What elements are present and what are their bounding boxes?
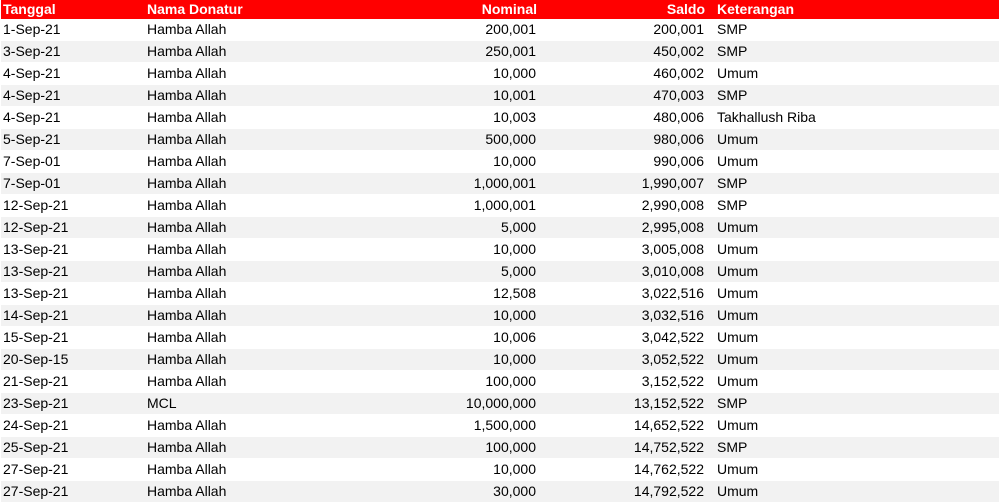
cell-saldo[interactable]: 460,002 bbox=[539, 63, 707, 85]
table-row[interactable] bbox=[1, 415, 999, 437]
table-row[interactable] bbox=[1, 107, 999, 129]
cell-tanggal[interactable]: 4-Sep-21 bbox=[1, 85, 144, 107]
cell-tanggal[interactable]: 12-Sep-21 bbox=[1, 217, 144, 239]
cell-tanggal[interactable]: 13-Sep-21 bbox=[1, 239, 144, 261]
cell-tanggal[interactable]: 12-Sep-21 bbox=[1, 195, 144, 217]
cell-keterangan[interactable]: Umum bbox=[707, 459, 999, 481]
cell-saldo[interactable]: 14,652,522 bbox=[539, 415, 707, 437]
cell-nominal[interactable]: 250,001 bbox=[404, 41, 539, 63]
cell-keterangan[interactable]: SMP bbox=[707, 173, 999, 195]
cell-nama-donatur[interactable]: Hamba Allah bbox=[144, 415, 404, 437]
cell-keterangan[interactable]: Umum bbox=[707, 217, 999, 239]
header-keterangan[interactable]: Keterangan bbox=[717, 1, 795, 17]
cell-nominal[interactable]: 10,000 bbox=[404, 151, 539, 173]
table-row[interactable] bbox=[1, 327, 999, 349]
table-row[interactable] bbox=[1, 459, 999, 481]
cell-nominal[interactable]: 100,000 bbox=[404, 371, 539, 393]
cell-tanggal[interactable]: 23-Sep-21 bbox=[1, 393, 144, 415]
cell-nama-donatur[interactable]: Hamba Allah bbox=[144, 173, 404, 195]
cell-tanggal[interactable]: 27-Sep-21 bbox=[1, 459, 144, 481]
cell-nominal[interactable]: 10,000,000 bbox=[404, 393, 539, 415]
cell-saldo[interactable]: 470,003 bbox=[539, 85, 707, 107]
cell-nama-donatur[interactable]: Hamba Allah bbox=[144, 305, 404, 327]
cell-tanggal[interactable]: 13-Sep-21 bbox=[1, 283, 144, 305]
cell-saldo[interactable]: 480,006 bbox=[539, 107, 707, 129]
cell-saldo[interactable]: 14,792,522 bbox=[539, 481, 707, 503]
header-nominal[interactable]: Nominal bbox=[481, 1, 537, 17]
cell-nominal[interactable]: 5,000 bbox=[404, 217, 539, 239]
cell-tanggal[interactable]: 15-Sep-21 bbox=[1, 327, 144, 349]
cell-tanggal[interactable]: 5-Sep-21 bbox=[1, 129, 144, 151]
cell-nominal[interactable]: 10,003 bbox=[404, 107, 539, 129]
cell-keterangan[interactable]: Umum bbox=[707, 371, 999, 393]
cell-saldo[interactable]: 3,042,522 bbox=[539, 327, 707, 349]
table-row[interactable] bbox=[1, 151, 999, 173]
cell-nama-donatur[interactable]: Hamba Allah bbox=[144, 151, 404, 173]
table-row[interactable] bbox=[1, 41, 999, 63]
cell-keterangan[interactable]: SMP bbox=[707, 437, 999, 459]
cell-nama-donatur[interactable]: Hamba Allah bbox=[144, 481, 404, 503]
cell-saldo[interactable]: 13,152,522 bbox=[539, 393, 707, 415]
cell-nama-donatur[interactable]: MCL bbox=[144, 393, 404, 415]
table-row[interactable] bbox=[1, 371, 999, 393]
cell-nominal[interactable]: 200,001 bbox=[404, 19, 539, 41]
cell-nama-donatur[interactable]: Hamba Allah bbox=[144, 41, 404, 63]
cell-nama-donatur[interactable]: Hamba Allah bbox=[144, 85, 404, 107]
table-row[interactable] bbox=[1, 349, 999, 371]
table-row[interactable] bbox=[1, 63, 999, 85]
donation-table bbox=[1, 0, 999, 503]
cell-saldo[interactable]: 14,762,522 bbox=[539, 459, 707, 481]
header-row bbox=[1, 0, 999, 19]
cell-keterangan[interactable]: SMP bbox=[707, 85, 999, 107]
cell-nama-donatur[interactable]: Hamba Allah bbox=[144, 371, 404, 393]
table-row[interactable] bbox=[1, 217, 999, 239]
cell-keterangan[interactable]: Umum bbox=[707, 349, 999, 371]
cell-keterangan[interactable]: Umum bbox=[707, 481, 999, 503]
cell-saldo[interactable]: 2,990,008 bbox=[539, 195, 707, 217]
cell-keterangan[interactable]: Umum bbox=[707, 63, 999, 85]
cell-nominal[interactable]: 10,000 bbox=[404, 239, 539, 261]
cell-saldo[interactable]: 990,006 bbox=[539, 151, 707, 173]
cell-keterangan[interactable]: Umum bbox=[707, 305, 999, 327]
cell-saldo[interactable]: 3,052,522 bbox=[539, 349, 707, 371]
cell-keterangan[interactable]: Takhallush Riba bbox=[707, 107, 999, 129]
table-row[interactable] bbox=[1, 283, 999, 305]
cell-keterangan[interactable]: SMP bbox=[707, 393, 999, 415]
table-row[interactable] bbox=[1, 437, 999, 459]
table-row[interactable] bbox=[1, 85, 999, 107]
cell-tanggal[interactable]: 14-Sep-21 bbox=[1, 305, 144, 327]
header-tanggal[interactable]: Tanggal bbox=[3, 1, 56, 17]
cell-saldo[interactable]: 2,995,008 bbox=[539, 217, 707, 239]
cell-tanggal[interactable]: 25-Sep-21 bbox=[1, 437, 144, 459]
cell-nominal[interactable]: 500,000 bbox=[404, 129, 539, 151]
cell-keterangan[interactable]: SMP bbox=[707, 195, 999, 217]
cell-nama-donatur[interactable]: Hamba Allah bbox=[144, 19, 404, 41]
table-row[interactable] bbox=[1, 19, 999, 41]
cell-keterangan[interactable]: Umum bbox=[707, 415, 999, 437]
cell-nominal[interactable]: 100,000 bbox=[404, 437, 539, 459]
cell-nominal[interactable]: 1,500,000 bbox=[404, 415, 539, 437]
table-row[interactable] bbox=[1, 129, 999, 151]
cell-nama-donatur[interactable]: Hamba Allah bbox=[144, 283, 404, 305]
cell-nama-donatur[interactable]: Hamba Allah bbox=[144, 195, 404, 217]
cell-nama-donatur[interactable]: Hamba Allah bbox=[144, 349, 404, 371]
cell-saldo[interactable]: 1,990,007 bbox=[539, 173, 707, 195]
cell-nominal[interactable]: 5,000 bbox=[404, 261, 539, 283]
table-row[interactable] bbox=[1, 481, 999, 503]
table-row[interactable] bbox=[1, 393, 999, 415]
cell-nominal[interactable]: 10,000 bbox=[404, 63, 539, 85]
cell-nama-donatur[interactable]: Hamba Allah bbox=[144, 217, 404, 239]
cell-nominal[interactable]: 10,000 bbox=[404, 459, 539, 481]
cell-saldo[interactable]: 450,002 bbox=[539, 41, 707, 63]
cell-nominal[interactable]: 1,000,001 bbox=[404, 173, 539, 195]
cell-keterangan[interactable]: Umum bbox=[707, 151, 999, 173]
cell-tanggal[interactable]: 1-Sep-21 bbox=[1, 19, 144, 41]
cell-tanggal[interactable]: 20-Sep-15 bbox=[1, 349, 144, 371]
cell-tanggal[interactable]: 4-Sep-21 bbox=[1, 63, 144, 85]
cell-nama-donatur[interactable]: Hamba Allah bbox=[144, 63, 404, 85]
cell-nominal[interactable]: 12,508 bbox=[404, 283, 539, 305]
cell-keterangan[interactable]: Umum bbox=[707, 327, 999, 349]
table-body bbox=[1, 19, 999, 503]
cell-keterangan[interactable]: Umum bbox=[707, 283, 999, 305]
table-row[interactable] bbox=[1, 305, 999, 327]
cell-nominal[interactable]: 10,006 bbox=[404, 327, 539, 349]
cell-saldo[interactable]: 3,032,516 bbox=[539, 305, 707, 327]
cell-tanggal[interactable]: 27-Sep-21 bbox=[1, 481, 144, 503]
cell-nominal[interactable]: 10,000 bbox=[404, 349, 539, 371]
cell-keterangan[interactable]: Umum bbox=[707, 239, 999, 261]
cell-nama-donatur[interactable]: Hamba Allah bbox=[144, 437, 404, 459]
cell-tanggal[interactable]: 7-Sep-01 bbox=[1, 173, 144, 195]
cell-saldo[interactable]: 3,022,516 bbox=[539, 283, 707, 305]
cell-saldo[interactable]: 200,001 bbox=[539, 19, 707, 41]
cell-saldo[interactable]: 980,006 bbox=[539, 129, 707, 151]
cell-keterangan[interactable]: Umum bbox=[707, 261, 999, 283]
cell-keterangan[interactable]: SMP bbox=[707, 41, 999, 63]
table-header bbox=[1, 0, 999, 19]
cell-keterangan[interactable]: SMP bbox=[707, 19, 999, 41]
cell-keterangan[interactable]: Umum bbox=[707, 129, 999, 151]
cell-nominal[interactable]: 30,000 bbox=[404, 481, 539, 503]
cell-tanggal[interactable]: 7-Sep-01 bbox=[1, 151, 144, 173]
cell-tanggal[interactable]: 13-Sep-21 bbox=[1, 261, 144, 283]
cell-nama-donatur[interactable]: Hamba Allah bbox=[144, 459, 404, 481]
cell-nama-donatur[interactable]: Hamba Allah bbox=[144, 239, 404, 261]
cell-nama-donatur[interactable]: Hamba Allah bbox=[144, 261, 404, 283]
cell-saldo[interactable]: 14,752,522 bbox=[539, 437, 707, 459]
cell-nominal[interactable]: 10,000 bbox=[404, 305, 539, 327]
cell-saldo[interactable]: 3,005,008 bbox=[539, 239, 707, 261]
header-nama-donatur[interactable]: Nama Donatur bbox=[147, 1, 243, 17]
cell-nominal[interactable]: 1,000,001 bbox=[404, 195, 539, 217]
cell-tanggal[interactable]: 24-Sep-21 bbox=[1, 415, 144, 437]
cell-tanggal[interactable]: 4-Sep-21 bbox=[1, 107, 144, 129]
cell-saldo[interactable]: 3,152,522 bbox=[539, 371, 707, 393]
table-row[interactable] bbox=[1, 239, 999, 261]
cell-tanggal[interactable]: 3-Sep-21 bbox=[1, 41, 144, 63]
header-saldo[interactable]: Saldo bbox=[666, 1, 705, 17]
cell-nama-donatur[interactable]: Hamba Allah bbox=[144, 327, 404, 349]
table-row[interactable] bbox=[1, 173, 999, 195]
cell-tanggal[interactable]: 21-Sep-21 bbox=[1, 371, 144, 393]
table-row[interactable] bbox=[1, 261, 999, 283]
table-row[interactable] bbox=[1, 195, 999, 217]
cell-nama-donatur[interactable]: Hamba Allah bbox=[144, 107, 404, 129]
cell-nama-donatur[interactable]: Hamba Allah bbox=[144, 129, 404, 151]
cell-saldo[interactable]: 3,010,008 bbox=[539, 261, 707, 283]
cell-nominal[interactable]: 10,001 bbox=[404, 85, 539, 107]
